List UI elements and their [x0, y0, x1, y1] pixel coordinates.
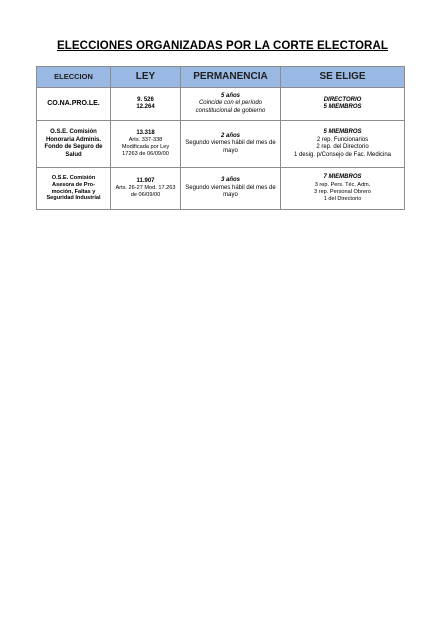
- cell-line-title: 13.318: [136, 129, 155, 136]
- cell-line-title: 11.907: [136, 177, 155, 184]
- cell-line: mayo: [223, 147, 238, 154]
- cell-line: Coincide con el período: [198, 100, 263, 107]
- cell-line: 9. 526: [137, 96, 154, 103]
- cell-line: de 06/09/00: [130, 192, 161, 199]
- header-permanencia: PERMANENCIA: [181, 67, 281, 88]
- cell-line: O.S.E. Comisión: [51, 174, 96, 181]
- cell-se-elige: [281, 168, 405, 210]
- cell-line-title: 7 MIEMBROS: [323, 174, 362, 181]
- cell-line: Segundo viernes hábil del mes de: [185, 184, 276, 191]
- cell-line: 1 desig. p/Consejo de Fac. Medicina: [293, 151, 392, 158]
- table-row: [37, 168, 405, 210]
- cell-line: Modificada por Ley: [121, 144, 170, 151]
- cell-line-title: 5 MIEMBROS: [323, 129, 362, 135]
- cell-permanencia: [181, 121, 281, 168]
- elections-table: [36, 66, 405, 210]
- cell-line: Seguridad Industrial: [46, 195, 101, 202]
- cell-line: moción, Faltas y: [51, 188, 96, 195]
- cell-se-elige: [281, 88, 405, 121]
- cell-line: Arts. 26-27 Mod. 17.263: [115, 185, 176, 192]
- cell-line: CO.NA.PRO.LE.: [47, 99, 100, 107]
- cell-line-title: 2 años: [220, 132, 240, 139]
- cell-ley: [111, 88, 181, 121]
- cell-line: Fondo de Seguro de: [44, 144, 103, 150]
- cell-se-elige: [281, 121, 405, 168]
- cell-line-title: 5 años: [220, 92, 240, 99]
- cell-line: Arts. 337-338: [128, 137, 163, 144]
- cell-line: Salud: [65, 151, 82, 158]
- cell-line: 12.264: [136, 104, 155, 110]
- cell-line: Segundo viernes hábil del mes de: [185, 140, 276, 147]
- cell-line: Asesora de Pro-: [52, 181, 95, 188]
- table-header-row: [37, 67, 405, 88]
- cell-ley: [111, 168, 181, 210]
- cell-line-title: 3 años: [220, 177, 240, 184]
- cell-eleccion: [37, 168, 111, 210]
- header-eleccion: ELECCION: [37, 67, 111, 88]
- cell-line: 5 MIEMBROS: [323, 104, 362, 110]
- cell-line: 3 rep. Personal Obrero: [314, 188, 371, 195]
- table-row: [37, 88, 405, 121]
- cell-line: 1 del Directorio: [323, 195, 362, 202]
- header-ley: LEY: [111, 67, 181, 88]
- cell-line: mayo: [223, 192, 238, 199]
- header-se-elige: SE ELIGE: [281, 67, 405, 88]
- cell-line: O.S.E. Comisión: [50, 129, 97, 135]
- cell-permanencia: [181, 168, 281, 210]
- cell-line: 17263 de 06/09/00: [122, 151, 169, 158]
- cell-line: constitucional de gobierno: [195, 107, 266, 114]
- table-row: [37, 121, 405, 168]
- cell-line: 2 rep. del Directorio: [316, 144, 369, 150]
- cell-line: 2 rep. Funcionarios: [316, 136, 369, 143]
- page-title: ELECCIONES ORGANIZADAS POR LA CORTE ELECTORAL: [57, 40, 388, 52]
- cell-line: Honoraria Adminis.: [45, 136, 102, 143]
- cell-eleccion: [37, 88, 111, 121]
- cell-eleccion: [37, 121, 111, 168]
- cell-ley: [111, 121, 181, 168]
- cell-permanencia: [181, 88, 281, 121]
- cell-line: 3 rep. Pers. Téc. Adm.: [314, 181, 371, 188]
- cell-line-title: DIRECTORIO: [323, 96, 362, 103]
